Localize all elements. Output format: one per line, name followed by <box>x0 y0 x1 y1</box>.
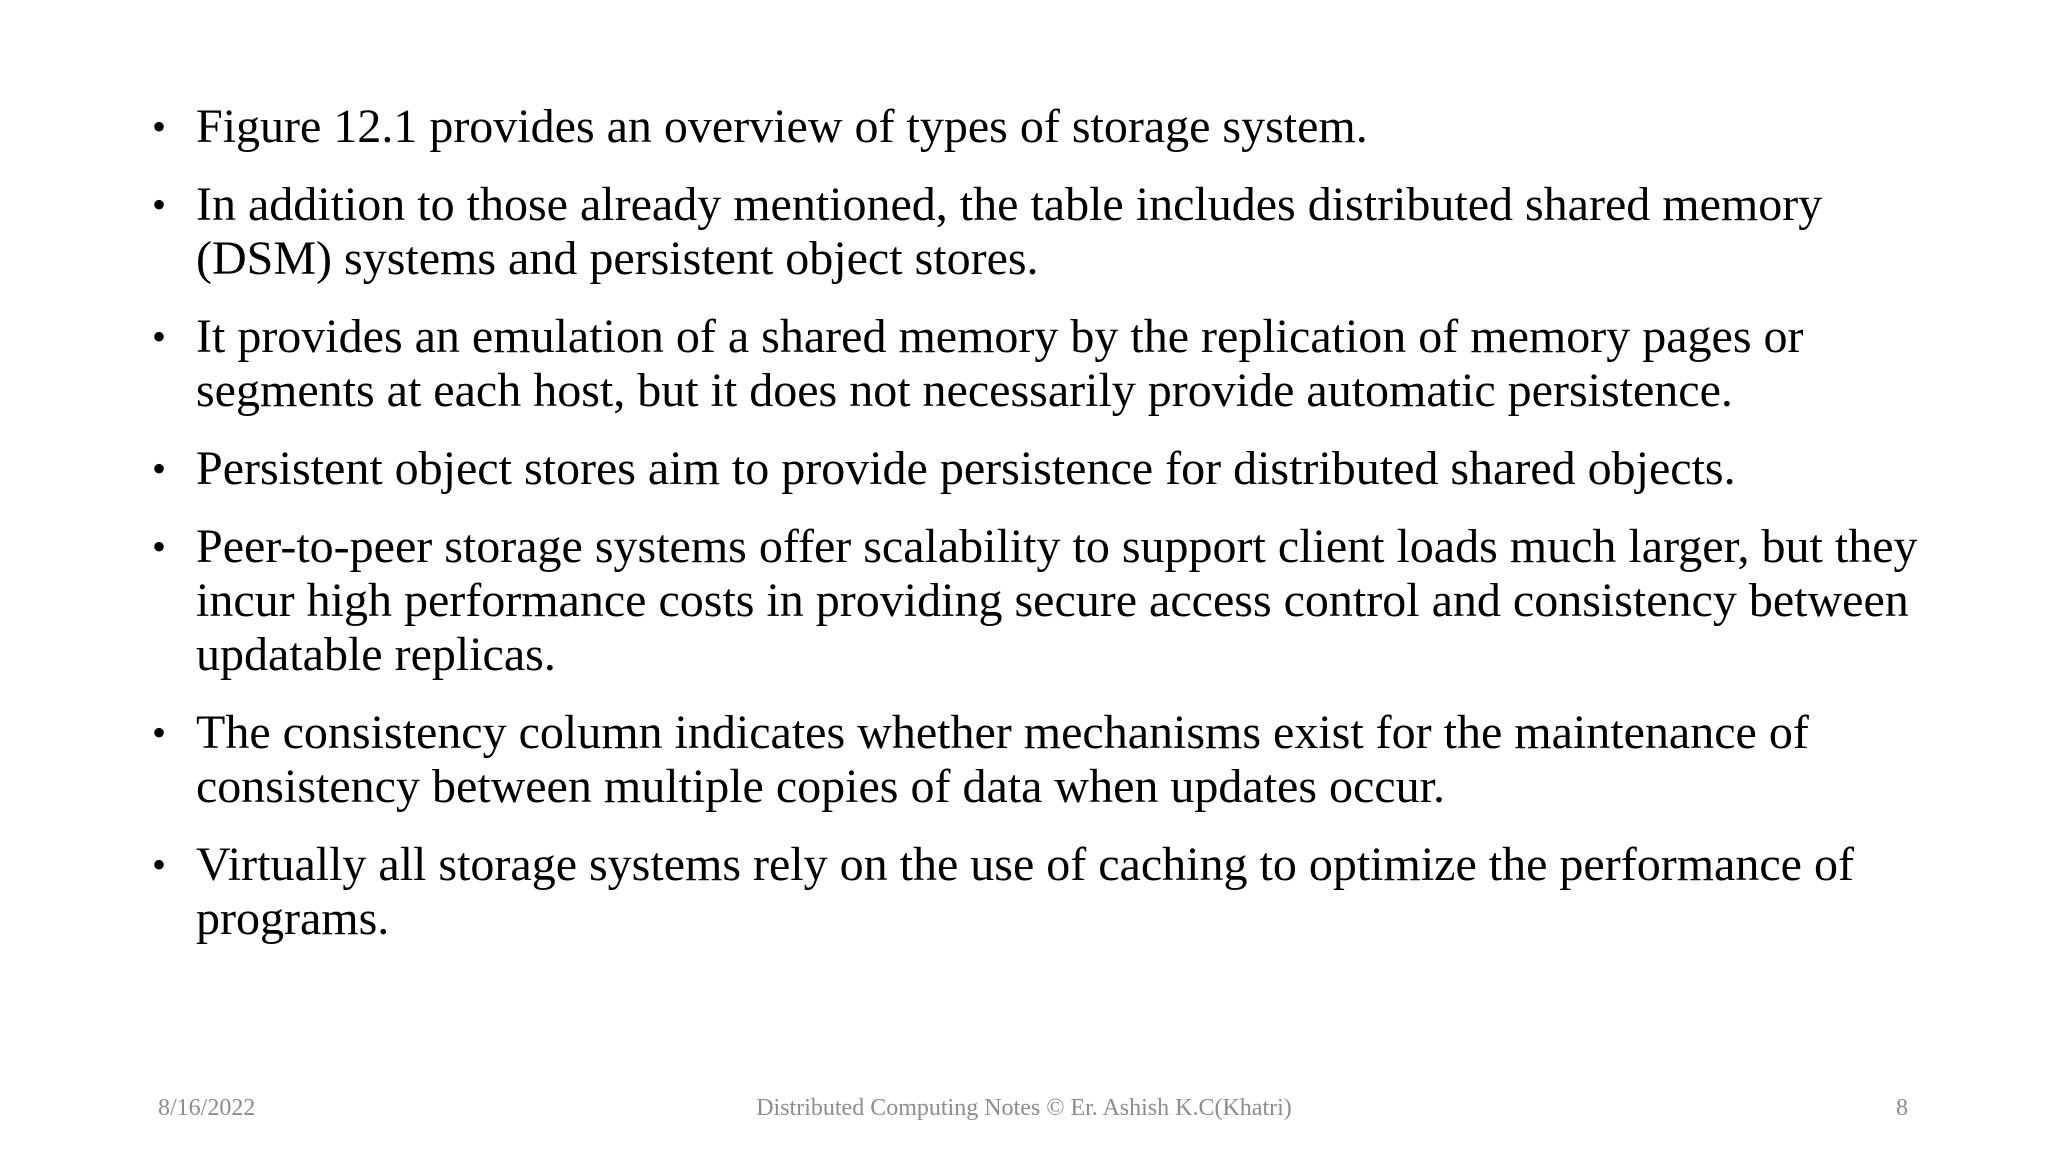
bullet-text: Persistent object stores aim to provide persistence for distributed shared objects. <box>196 442 1736 495</box>
bullet-text: The consistency column indicates whether mechanisms exist for the maintenance of consistency between multiple copies of data when updates occur. <box>196 706 1809 813</box>
bullet-dot-icon: • <box>152 710 167 755</box>
bullet-item-6 <box>152 706 1942 814</box>
bullet-text: Figure 12.1 provides an overview of types of storage system. <box>196 100 1368 153</box>
footer-title: Distributed Computing Notes © Er. Ashish K.C(Khatri) <box>756 1095 1292 1121</box>
bullet-dot-icon: • <box>152 104 167 149</box>
bullet-item-7 <box>152 838 1942 946</box>
bullet-item-2 <box>152 178 1942 286</box>
bullet-dot-icon: • <box>152 182 167 227</box>
bullet-text: Peer-to-peer storage systems offer scalability to support client loads much larger, but they incur high performance costs in providing secure access control and consistency between updatable replicas. <box>196 520 1918 681</box>
bullet-text: In addition to those already mentioned, the table includes distributed shared memory (DSM) systems and persistent object stores. <box>196 178 1823 285</box>
bullet-item-1 <box>152 100 1942 154</box>
bullet-item-3 <box>152 310 1942 418</box>
bullet-text: Virtually all storage systems rely on the use of caching to optimize the performance of programs. <box>196 838 1854 945</box>
bullet-dot-icon: • <box>152 524 167 569</box>
bullet-item-5 <box>152 520 1942 682</box>
bullet-dot-icon: • <box>152 446 167 491</box>
footer-date: 8/16/2022 <box>158 1095 256 1121</box>
bullet-list <box>152 100 1942 970</box>
bullet-dot-icon: • <box>152 314 167 359</box>
bullet-dot-icon: • <box>152 842 167 887</box>
bullet-text: It provides an emulation of a shared memory by the replication of memory pages or segments at each host, but it does not necessarily provide automatic persistence. <box>196 310 1804 417</box>
bullet-item-4 <box>152 442 1942 496</box>
page-number: 8 <box>1896 1095 1908 1121</box>
